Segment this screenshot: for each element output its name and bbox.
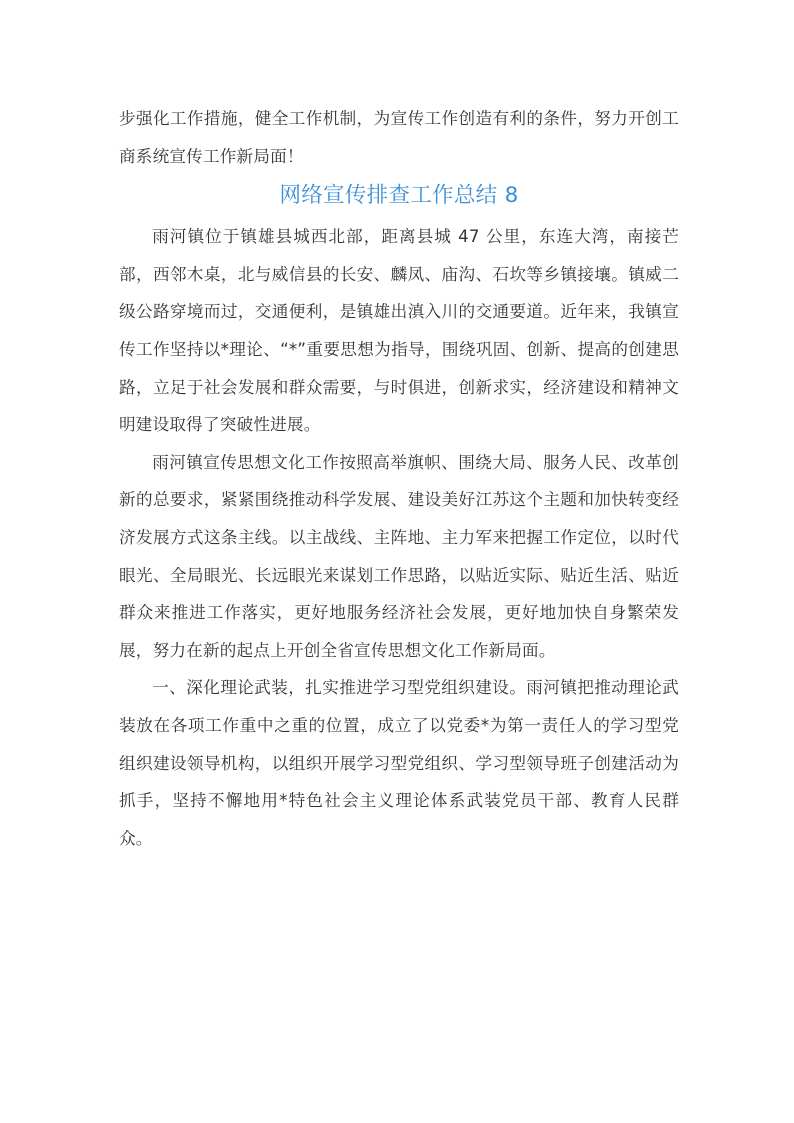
paragraph-location: 雨河镇位于镇雄县城西北部，距离县城 47 公里，东连大湾，南接芒部，西邻木桌，北与威信县的长安、麟凤、庙沟、石坎等乡镇接壤。镇威二级公路穿境而过，交通便利，是镇雄出滇入川的交通要道。近年来，我镇宣传工作坚持以*理论、“*”重要思想为指导，围绕巩固、创新、提高的创建思路，立足于社会发展和群众需要，与时俱进，创新求实，经济建设和精神文明建设取得了突破性进展。 — [119, 227, 679, 435]
paragraph-theory-armament: 一、深化理论武装，扎实推进学习型党组织建设。雨河镇把推动理论武装放在各项工作重中之重的位置，成立了以党委*为第一责任人的学习型党组织建设领导机构，以组织开展学习型党组织、学习型领导班子创建活动为抓手，坚持不懈地用*特色社会主义理论体系武装党员干部、教育人民群众。 — [119, 678, 679, 848]
paragraph-propaganda-requirements: 雨河镇宣传思想文化工作按照高举旗帜、围绕大局、服务人民、改革创新的总要求，紧紧围绕推动科学发展、建设美好江苏这个主题和加快转变经济发展方式这条主线。以主战线、主阵地、主力军来把握工作定位，以时代眼光、全局眼光、长远眼光来谋划工作思路，以贴近实际、贴近生活、贴近群众来推进工作落实，更好地服务经济社会发展，更好地加快自身繁荣发展，努力在新的起点上开创全省宣传思想文化工作新局面。 — [119, 452, 679, 660]
document-body — [119, 100, 679, 857]
continued-paragraph: 步强化工作措施，健全工作机制，为宣传工作创造有利的条件，努力开创工商系统宣传工作新局面！ — [119, 109, 679, 166]
section-title: 网络宣传排查工作总结 8 — [279, 183, 519, 209]
